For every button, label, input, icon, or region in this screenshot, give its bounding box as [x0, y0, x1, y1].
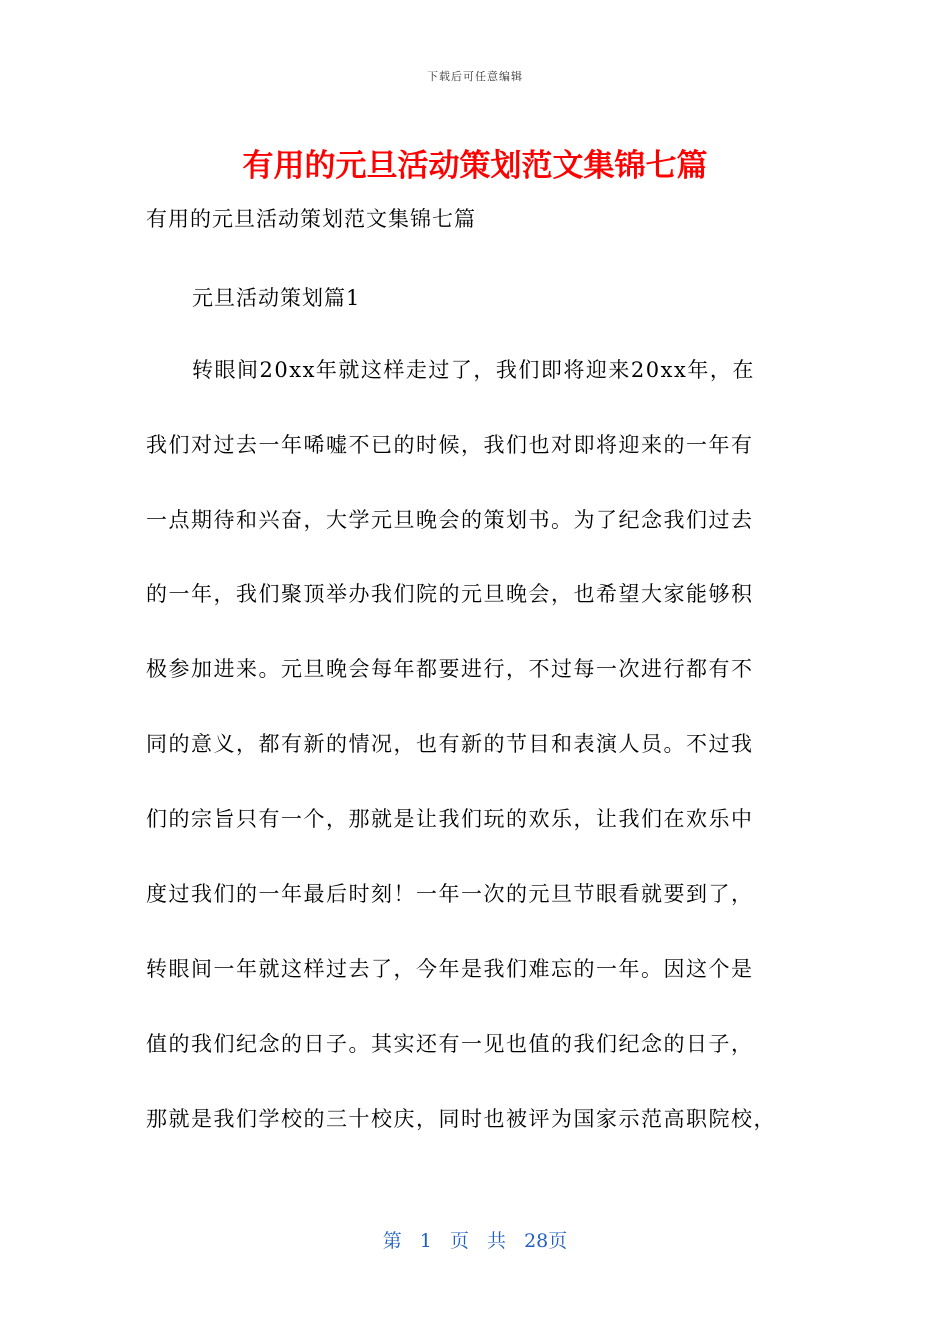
footer-total-prefix: 共: [487, 1230, 507, 1252]
page-footer: [0, 1226, 950, 1253]
body-line: 的一年，我们聚顶举办我们院的元旦晚会，也希望大家能够积: [146, 582, 754, 606]
body-line: 们的宗旨只有一个，那就是让我们玩的欢乐，让我们在欢乐中: [146, 807, 754, 831]
body-line: 度过我们的一年最后时刻！一年一次的元旦节眼看就要到了，: [146, 882, 754, 906]
body-line: 同的意义，都有新的情况，也有新的节目和表演人员。不过我: [146, 732, 754, 756]
body-line: 那就是我们学校的三十校庆，同时也被评为国家示范高职院校，: [146, 1107, 776, 1131]
footer-page-word: 页: [449, 1230, 469, 1252]
footer-page-prefix: 第: [382, 1230, 402, 1252]
body-line: 极参加进来。元旦晚会每年都要进行，不过每一次进行都有不: [146, 657, 754, 681]
body-line: 值的我们纪念的日子。其实还有一见也值的我们纪念的日子，: [146, 1032, 754, 1056]
body-line: 转眼间一年就这样过去了，今年是我们难忘的一年。因这个是: [146, 957, 754, 981]
body-line: 转眼间20xx年就这样走过了，我们即将迎来20xx年，在: [192, 358, 755, 382]
footer-page-number: 1: [419, 1230, 432, 1252]
body-line: 我们对过去一年唏嘘不已的时候，我们也对即将迎来的一年有: [146, 433, 754, 457]
section-heading: 元旦活动策划篇1: [192, 286, 361, 310]
body-line: 一点期待和兴奋，大学元旦晚会的策划书。为了纪念我们过去: [146, 508, 754, 532]
header-note: 下载后可任意编辑: [427, 70, 523, 83]
footer-total-pages: 28页: [524, 1230, 568, 1252]
document-subtitle: 有用的元旦活动策划范文集锦七篇: [146, 207, 476, 231]
document-title: 有用的元旦活动策划范文集锦七篇: [242, 148, 708, 184]
